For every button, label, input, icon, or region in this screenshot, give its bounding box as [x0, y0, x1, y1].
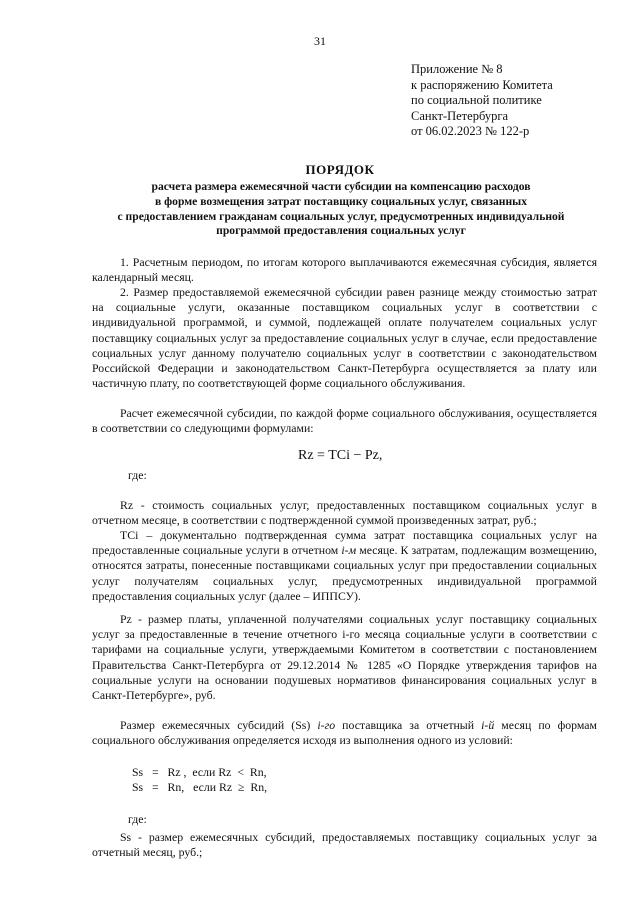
text-run: месяц по формам социального обслуживания определяется исходя из выполнения одного из условий: — [92, 718, 597, 748]
paragraph-text — [92, 718, 597, 748]
paragraph-ss-definition — [92, 830, 597, 860]
text-run: TCi – документально подтвержденная сумма затрат поставщика социальных услуг на предоставленные социальные услуги в отчетном — [92, 528, 597, 558]
condition-1: Ss = Rz , если Rz < Rn, — [132, 765, 267, 779]
appendix-line: по социальной политике — [411, 93, 542, 107]
text-run: Размер ежемесячных субсидий (Ss) — [120, 718, 318, 732]
paragraph-text: 1. Расчетным периодом, по итогам которого выплачиваются ежемесячная субсидия, является календарный месяц. — [92, 255, 597, 285]
where-label: где: — [128, 812, 147, 826]
paragraph-ss-size — [92, 718, 597, 748]
condition-2: Ss = Rn, если Rz ≥ Rn, — [132, 780, 268, 794]
paragraph-text: 2. Размер предоставляемой ежемесячной субсидии равен разнице между стоимостью затрат на социальные услуги, оказанные поставщиком социальных услуг в соответствии с индивидуальной программой, и суммой, подлежащей оплате получателем социальных услуг поставщику социальных услуг за предоставление социальных услуг в случае, если предоставление социальных услуг данному получателю социальных услуг в соответствии с законодательством Российской Федерации и законодательством Санкт-Петербурга осуществляется за плату или частичную плату, по соответствующей форме социального обслуживания. — [92, 285, 597, 391]
paragraph-text: Rz - стоимость социальных услуг, предоставленных поставщиком социальных услуг в отчетном месяце, в соответствии с подтвержденной суммой произведенных затрат, руб.; — [92, 498, 597, 528]
document-title: ПОРЯДОК — [305, 162, 375, 177]
appendix-line: Приложение № 8 — [411, 62, 503, 76]
paragraph-1 — [92, 255, 597, 285]
appendix-line: от 06.02.2023 № 122-р — [411, 124, 530, 138]
paragraph-text — [92, 528, 597, 604]
document-subtitle — [86, 180, 596, 239]
appendix-line: Санкт-Петербурга — [411, 108, 509, 123]
text-italic: i-го — [317, 718, 336, 732]
subtitle-line: с предоставлением гражданам социальных услуг, предусмотренных индивидуальной — [117, 209, 565, 223]
text-run: поставщика за отчетный — [335, 718, 482, 732]
where-label: где: — [128, 468, 147, 482]
text-run: месяце. К затратам, подлежащим возмещению, относятся затраты, понесенные поставщиками социальных услуг при предоставлении социальных услуг получателям социальных услуг, предусмотренных индивидуальной программой предоставления социальных услуг (далее – ИППСУ). — [92, 543, 597, 603]
paragraph-rz-definition — [92, 498, 597, 528]
paragraph-text: Pz - размер платы, уплаченной получателями социальных услуг поставщику социальных услуг за предоставленные в течение отчетного i-го месяца социальные услуги в соответствии с тарифами на социальные услуги, утверждаемыми Комитетом в соответствии с постановлением Правительства Санкт-Петербурга от 29.12.2014 № 1285 «О Порядке утверждения тарифов на социальные услуги на основании подушевых нормативов финансирования социальных услуг в Санкт-Петербурге», руб. — [92, 612, 597, 703]
appendix-block — [411, 62, 553, 140]
paragraph-text: Ss - размер ежемесячных субсидий, предоставляемых поставщику социальных услуг за отчетный месяц, руб.; — [92, 830, 597, 860]
appendix-line: к распоряжению Комитета — [411, 77, 553, 92]
paragraph-2 — [92, 285, 597, 391]
text-italic: i-й — [481, 718, 495, 732]
text-italic: i-м — [341, 543, 357, 558]
subtitle-line: расчета размера ежемесячной части субсидии на компенсацию расходов — [151, 180, 531, 193]
formula-rz: Rz = TCi − Pz, — [298, 448, 383, 463]
paragraph-tci-definition — [92, 528, 597, 604]
paragraph-pz-definition — [92, 612, 597, 703]
page-number: 31 — [314, 34, 326, 48]
paragraph-text: Расчет ежемесячной субсидии, по каждой форме социального обслуживания, осуществляется в соответствии со следующими формулами: — [92, 406, 597, 436]
subtitle-line: программой предоставления социальных услуг — [216, 224, 466, 238]
subtitle-line: в форме возмещения затрат поставщику социальных услуг, связанных — [155, 194, 527, 208]
paragraph-3 — [92, 406, 597, 436]
